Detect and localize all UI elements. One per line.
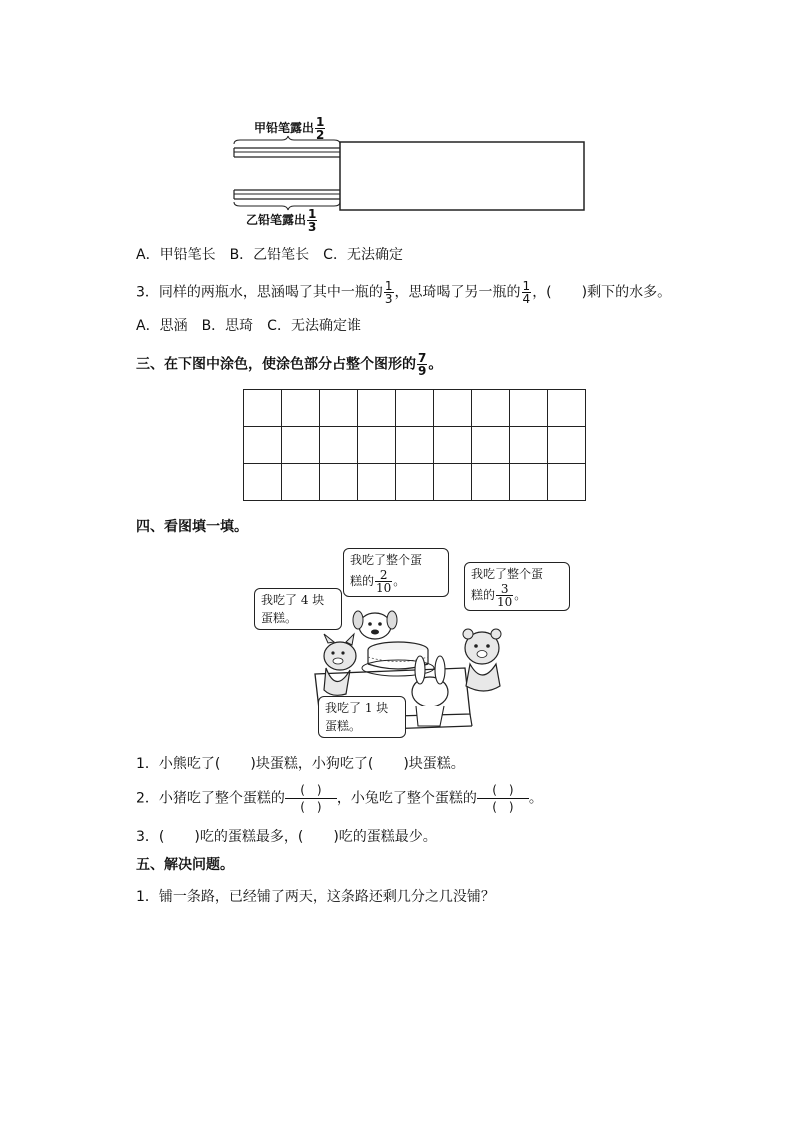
grid-cell[interactable] xyxy=(510,427,548,464)
grid-cell[interactable] xyxy=(396,464,434,501)
pencil-diagram xyxy=(230,112,590,237)
grid-cell[interactable] xyxy=(358,464,396,501)
grid-cell[interactable] xyxy=(472,390,510,427)
dog-fraction: $\frac{2}{10}$ xyxy=(376,568,392,595)
q3-fraction-1: $\frac{1}{3}$ xyxy=(384,279,393,306)
grid-cell[interactable] xyxy=(548,427,586,464)
grid-cell[interactable] xyxy=(282,427,320,464)
section3-title: 三、在下图中涂色，使涂色部分占整个图形的 $\frac{7}{9}$ 。 xyxy=(136,351,443,378)
bottom-pencil-label: 乙铅笔露出 $\frac{1}{3}$ xyxy=(246,207,317,234)
top-pencil-fraction: $\frac{1}{2}$ xyxy=(316,115,325,142)
grid-cell[interactable] xyxy=(472,464,510,501)
grid-row xyxy=(244,390,586,427)
grid-cell[interactable] xyxy=(320,464,358,501)
grid-cell[interactable] xyxy=(510,390,548,427)
grid-cell[interactable] xyxy=(434,390,472,427)
grid-cell[interactable] xyxy=(472,427,510,464)
grid-cell[interactable] xyxy=(282,464,320,501)
rabbit-speech-bubble: 我吃了 1 块 蛋糕。 xyxy=(318,696,406,738)
grid-cell[interactable] xyxy=(244,427,282,464)
q2-options: A．甲铅笔长 B．乙铅笔长 C．无法确定 xyxy=(136,247,403,263)
grid-cell[interactable] xyxy=(396,427,434,464)
grid-cell[interactable] xyxy=(548,464,586,501)
cake-illustration xyxy=(240,546,570,738)
grid-cell[interactable] xyxy=(244,390,282,427)
section3-fraction: $\frac{7}{9}$ xyxy=(418,351,427,378)
grid-cell[interactable] xyxy=(282,390,320,427)
top-pencil-label: 甲铅笔露出 $\frac{1}{2}$ xyxy=(254,115,325,142)
s4-q1: 1．小熊吃了( )块蛋糕，小狗吃了( )块蛋糕。 xyxy=(136,756,465,772)
grid-cell[interactable] xyxy=(510,464,548,501)
grid-cell[interactable] xyxy=(358,390,396,427)
grid-row xyxy=(244,427,586,464)
bear-speech-bubble: 我吃了整个蛋 糕的 $\frac{3}{10}$ 。 xyxy=(464,562,570,611)
grid-cell[interactable] xyxy=(320,427,358,464)
grid-cell[interactable] xyxy=(548,390,586,427)
grid-cell[interactable] xyxy=(434,427,472,464)
grid-cell[interactable] xyxy=(434,464,472,501)
q3-options: A．思涵 B．思琦 C．无法确定谁 xyxy=(136,318,361,334)
bottom-pencil-fraction: $\frac{1}{3}$ xyxy=(308,207,317,234)
grid-cell[interactable] xyxy=(244,464,282,501)
dog-speech-bubble: 我吃了整个蛋 糕的 $\frac{2}{10}$ 。 xyxy=(343,548,449,597)
section5-title: 五、解决问题。 xyxy=(136,857,234,873)
q3-fraction-2: $\frac{1}{4}$ xyxy=(522,279,531,306)
s4-q2: 2．小猪吃了整个蛋糕的 $\frac{( )}{( )}$ ，小兔吃了整个蛋糕的 $\frac{( )}{( )}$ 。 xyxy=(136,783,543,814)
grid-cell[interactable] xyxy=(358,427,396,464)
grid-cell[interactable] xyxy=(320,390,358,427)
pig-speech-bubble: 我吃了 4 块 蛋糕。 xyxy=(254,588,342,630)
s5-q1: 1．铺一条路，已经铺了两天，这条路还剩几分之几没铺？ xyxy=(136,889,495,905)
grid-row xyxy=(244,464,586,501)
coloring-grid[interactable] xyxy=(243,389,586,501)
pig-fraction-blank[interactable]: $\frac{( )}{( )}$ xyxy=(285,782,337,815)
section4-title: 四、看图填一填。 xyxy=(136,519,248,535)
q3-question: 3．同样的两瓶水，思涵喝了其中一瓶的 $\frac{1}{3}$ ，思琦喝了另一瓶的 $\frac{1}{4}$ ，( )剩下的水多。 xyxy=(136,279,672,306)
bear-fraction: $\frac{3}{10}$ xyxy=(497,582,513,609)
grid-cell[interactable] xyxy=(396,390,434,427)
rabbit-fraction-blank[interactable]: $\frac{( )}{( )}$ xyxy=(477,782,529,815)
s4-q3: 3．( )吃的蛋糕最多，( )吃的蛋糕最少。 xyxy=(136,829,437,845)
